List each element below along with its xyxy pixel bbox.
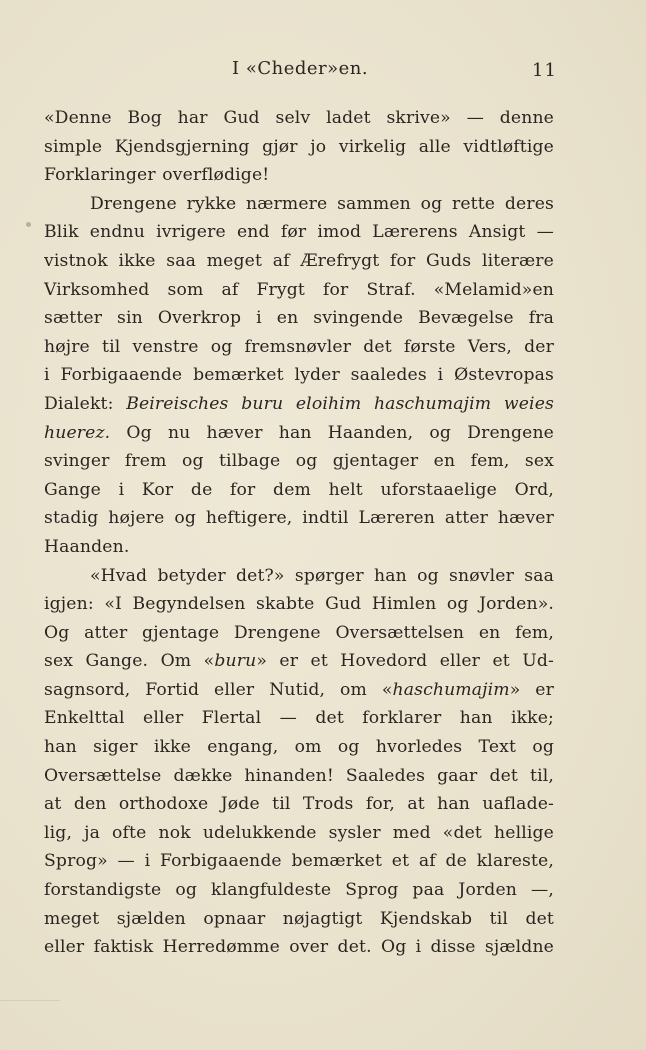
text-line: Virksomhed som af Frygt for Straf. «Melamid»en bbox=[44, 279, 554, 300]
text-line: igjen: «I Begyndelsen skabte Gud Himlen og Jorden». bbox=[44, 594, 554, 615]
text-line: eller faktisk Herredømme over det. Og i disse sjældne bbox=[44, 937, 554, 958]
text-line: huerez. Og nu hæver han Haanden, og Drengene bbox=[44, 422, 554, 443]
text-line: Sprog» — i Forbigaaende bemærket et af de klareste, bbox=[44, 851, 554, 872]
page-number: 11 bbox=[532, 60, 557, 81]
margin-speck bbox=[26, 222, 31, 227]
text-line: simple Kjendsgjerning gjør jo virkelig alle vidtløftige bbox=[44, 136, 554, 157]
text-line: Gange i Kor de for dem helt uforstaaelige Ord, bbox=[44, 479, 554, 500]
text-line: at den orthodoxe Jøde til Trods for, at han uaflade- bbox=[44, 794, 554, 815]
page-edge-mark bbox=[0, 1000, 60, 1001]
text-line: lig, ja ofte nok udelukkende sysler med «det hellige bbox=[44, 822, 554, 843]
text-line: højre til venstre og fremsnøvler det første Vers, der bbox=[44, 336, 554, 357]
text-line: Dialekt: Beireisches buru eloihim haschumajim weies bbox=[44, 393, 554, 414]
text-line: meget sjælden opnaar nøjagtigt Kjendskab til det bbox=[44, 908, 554, 929]
body-text bbox=[44, 104, 554, 962]
text-line: Drengene rykke nærmere sammen og rette deres bbox=[90, 193, 554, 214]
text-line: han siger ikke engang, om og hvorledes Text og bbox=[44, 737, 554, 758]
text-line: Oversættelse dække hinanden! Saaledes gaar det til, bbox=[44, 765, 554, 786]
text-line: Haanden. bbox=[44, 536, 130, 557]
text-line: Blik endnu ivrigere end før imod Lærerens Ansigt — bbox=[44, 222, 554, 243]
text-line: vistnok ikke saa meget af Ærefrygt for Guds literære bbox=[44, 250, 554, 271]
text-line: svinger frem og tilbage og gjentager en fem, sex bbox=[44, 451, 554, 472]
running-head bbox=[0, 58, 646, 84]
text-line: «Denne Bog har Gud selv ladet skrive» — denne bbox=[44, 108, 554, 128]
text-line: stadig højere og heftigere, indtil Læreren atter hæver bbox=[44, 508, 554, 529]
text-line: i Forbigaaende bemærket lyder saaledes i Østevropas bbox=[44, 365, 554, 386]
text-line: «Hvad betyder det?» spørger han og snøvler saa bbox=[90, 565, 554, 586]
text-line: sagnsord, Fortid eller Nutid, om «haschumajim» er bbox=[44, 679, 554, 700]
text-line: sætter sin Overkrop i en svingende Bevægelse fra bbox=[44, 308, 554, 329]
text-line: forstandigste og klangfuldeste Sprog paa Jorden —, bbox=[44, 880, 554, 901]
text-line: sex Gange. Om «buru» er et Hovedord eller et Ud- bbox=[44, 651, 554, 672]
text-line: Enkelttal eller Flertal — det forklarer han ikke; bbox=[44, 708, 554, 729]
running-title: I «Cheder»en. bbox=[232, 58, 369, 79]
text-line: Og atter gjentage Drengene Oversættelsen en fem, bbox=[44, 622, 554, 643]
text-line: Forklaringer overflødige! bbox=[44, 165, 270, 186]
